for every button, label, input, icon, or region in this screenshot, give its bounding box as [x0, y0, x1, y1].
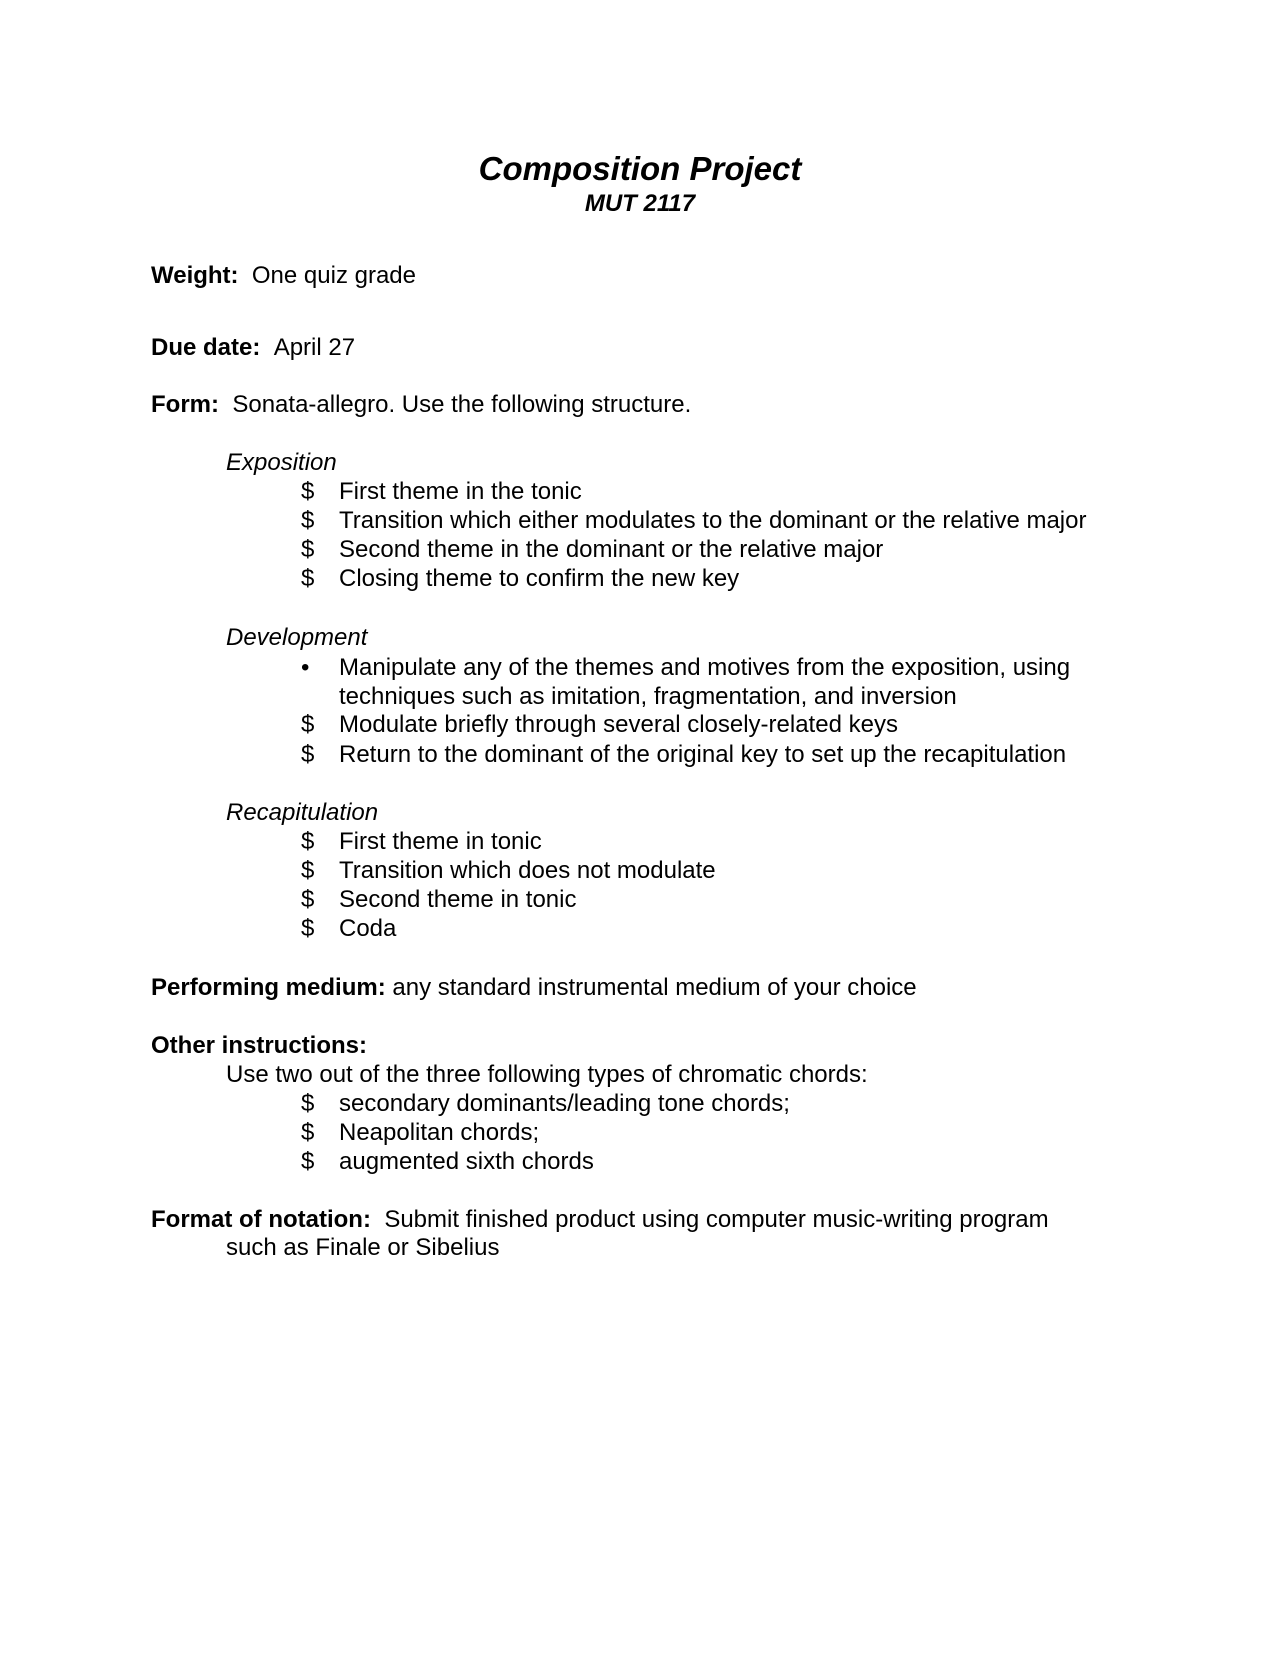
list-item-text: Manipulate any of the themes and motives from the exposition, using — [339, 654, 1071, 681]
list-item-text: Second theme in tonic — [339, 886, 577, 913]
form-value: Sonata-allegro. Use the following structure. — [232, 391, 692, 418]
form-label: Form: — [151, 391, 219, 418]
bullet-symbol: $ — [301, 741, 315, 768]
list-item-text: Transition which either modulates to the dominant or the relative major — [339, 507, 1087, 534]
list-item-text: Closing theme to confirm the new key — [339, 565, 740, 592]
bullet-symbol: • — [301, 654, 310, 681]
other-instructions-label: Other instructions: — [151, 1032, 368, 1059]
bullet-symbol: $ — [301, 507, 315, 534]
list-item-text: secondary dominants/leading tone chords; — [339, 1090, 790, 1117]
recapitulation-heading: Recapitulation — [226, 799, 379, 826]
list-item-text: Coda — [339, 915, 397, 942]
list-item-text: Modulate briefly through several closely-related keys — [339, 711, 898, 738]
format-of-notation-value: Submit finished product using computer music-writing program — [384, 1206, 1049, 1233]
bullet-symbol: $ — [301, 1090, 315, 1117]
other-instructions-intro: Use two out of the three following types of chromatic chords: — [226, 1061, 868, 1088]
performing-medium-value: any standard instrumental medium of your choice — [392, 974, 917, 1001]
bullet-symbol: $ — [301, 1148, 315, 1175]
bullet-symbol: $ — [301, 711, 315, 738]
page-title: Composition Project — [478, 150, 802, 187]
bullet-symbol: $ — [301, 478, 315, 505]
exposition-heading: Exposition — [226, 449, 337, 476]
bullet-symbol: $ — [301, 1119, 315, 1146]
bullet-symbol: $ — [301, 857, 315, 884]
due-date-label: Due date: — [151, 334, 261, 361]
list-item-text: Second theme in the dominant or the relative major — [339, 536, 884, 563]
course-code: MUT 2117 — [584, 190, 696, 217]
format-of-notation-label: Format of notation: — [151, 1206, 371, 1233]
development-heading: Development — [226, 624, 368, 651]
weight-value: One quiz grade — [251, 262, 416, 289]
list-item-text: Neapolitan chords; — [339, 1119, 540, 1146]
due-date-row — [151, 333, 355, 363]
list-item-text: Return to the dominant of the original key to set up the recapitulation — [339, 741, 1067, 768]
bullet-symbol: $ — [301, 915, 315, 942]
list-item-text: First theme in tonic — [339, 828, 542, 855]
list-item-text: First theme in the tonic — [339, 478, 582, 505]
bullet-symbol: $ — [301, 565, 315, 592]
performing-medium-row — [151, 973, 917, 1003]
bullet-symbol: $ — [301, 828, 315, 855]
due-date-value: April 27 — [273, 334, 356, 361]
bullet-symbol: $ — [301, 536, 315, 563]
bullet-symbol: $ — [301, 886, 315, 913]
format-of-notation-row — [151, 1205, 1049, 1235]
weight-row — [151, 261, 416, 291]
format-of-notation-continuation: such as Finale or Sibelius — [226, 1234, 500, 1261]
list-item-text: augmented sixth chords — [339, 1148, 594, 1175]
performing-medium-label: Performing medium: — [151, 974, 386, 1001]
list-item-text: techniques such as imitation, fragmentation, and inversion — [339, 683, 957, 710]
weight-label: Weight: — [151, 262, 239, 289]
list-item-text: Transition which does not modulate — [339, 857, 716, 884]
form-row — [151, 390, 691, 420]
